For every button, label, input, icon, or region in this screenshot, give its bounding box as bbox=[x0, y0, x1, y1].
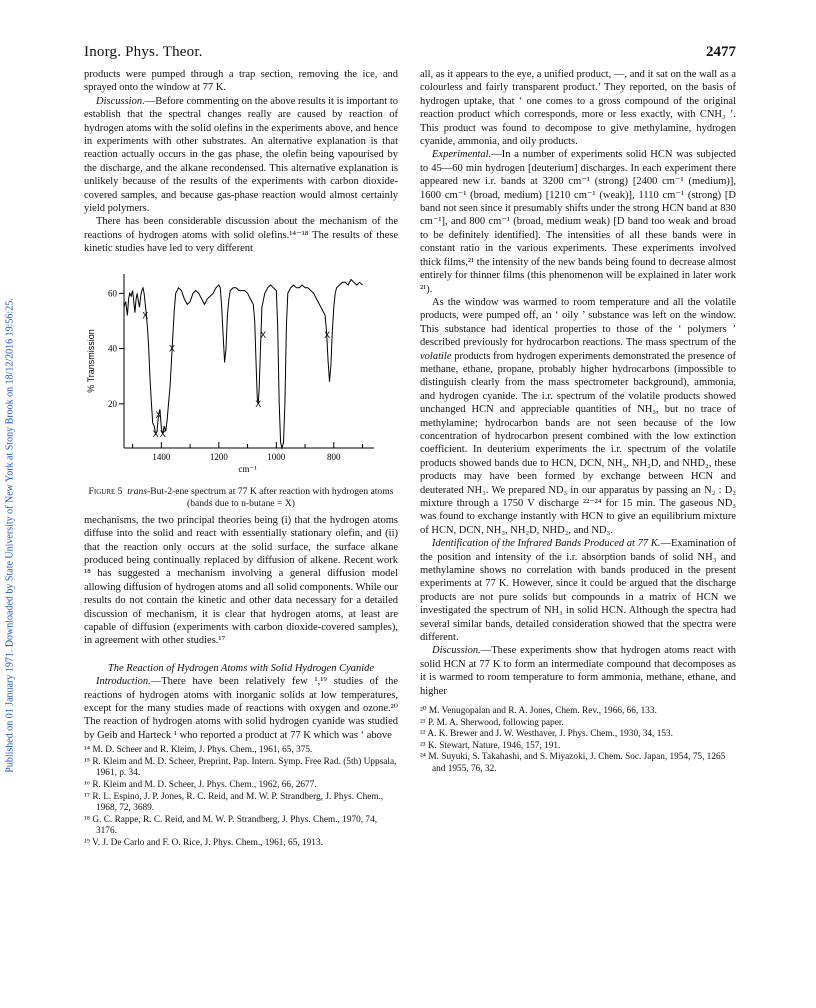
paragraph: Introduction.—There have been relatively few ¹,¹⁹ studies of the reactions of hydrogen atoms with inorganic solids at low temperatures, except for the many studies made of reactions with oxygen and ozone.²⁰ The reaction of hydrogen atoms with solid hydrogen cyanide was studied by Geib and Harteck ¹ who reported a product at 77 K which was ‘ above bbox=[84, 676, 398, 741]
paragraph: There has been considerable discussion about the mechanism of the reactions of hydrogen atoms with solid olefins.¹⁴⁻¹⁸ The results of these kinetic studies have led to very different bbox=[84, 216, 398, 255]
figure-caption bbox=[84, 486, 398, 510]
n-butane-band-marker: X bbox=[155, 409, 162, 420]
x-tick-label: 800 bbox=[327, 451, 341, 462]
y-axis-label: % Transmission bbox=[86, 328, 96, 393]
download-notice-sidebar bbox=[3, 170, 17, 890]
run-in-heading: Identification of the Infrared Bands Produced at 77 K. bbox=[432, 538, 661, 550]
run-in-heading: Introduction. bbox=[96, 676, 151, 688]
footnote: ²⁰ M. Venugopalan and R. A. Jones, Chem. Rev., 1966, 66, 133. bbox=[420, 706, 657, 717]
n-butane-band-marker: X bbox=[324, 329, 331, 340]
download-notice-link[interactable]: Published on 01 January 1971. Downloaded by State University of New York at Stony Brook on 18/12/2016 19:56:25. bbox=[4, 298, 16, 773]
run-in-heading: Discussion. bbox=[96, 95, 145, 107]
caption-italic: trans bbox=[127, 485, 147, 497]
left-column bbox=[84, 68, 398, 850]
ir-spectrum-chart bbox=[84, 264, 398, 486]
y-tick-label: 40 bbox=[108, 343, 117, 354]
footnotes-left bbox=[84, 745, 398, 849]
paragraph: Discussion.—These experiments show that hydrogen atoms react with solid HCN at 77 K to form an intermediate compound that decomposes as it is warmed to room temperature to form ammonia, methane, ethane, and higher bbox=[420, 645, 736, 697]
footnote: ¹⁴ M. D. Scheer and R. Kleim, J. Phys. Chem., 1961, 65, 375. bbox=[84, 745, 313, 756]
journal-title: Inorg. Phys. Theor. bbox=[84, 44, 203, 60]
n-butane-band-marker: X bbox=[142, 310, 149, 321]
run-in-heading: Experimental. bbox=[432, 149, 492, 161]
footnote: ²³ K. Stewart, Nature, 1946, 157, 191. bbox=[420, 740, 561, 751]
paragraph: As the window was warmed to room temperature and all the volatile products, were pumped off, an ‘ oily ’ substance was left on the window. This substance had identical properties to those of the ‘ polymers ’ described previously for hydrocarbon reactions. The mass spectrum of the volatile products from hydrogen experiments demonstrated the presence of methane, ethane, propane, probably higher hydrocarbons (impossible to distinguish clearly from the mass spectrometer background), ammonia, and hydrogen cyanide. The i.r. spectrum of the volatile products showed unchanged HCN and appreciable quantities of NH₃, but no trace of methylamine; hydrocarbon bands are not seen because of the low concentration of hydrocarbon present combined with the low extinction coefficient. In deuterium experiments the i.r. spectrum of the volatile products showed bands due to HCN, DCN, NH₃, NH₂D, and NHD₂, these products may have been formed by exchange between HCN and deuterated NH₃. We prepared ND₃ in our apparatus by passing an N₂ : D₂ mixture through a 1750 V discharge ²²⁻²⁴ for 15 min. The gaseous ND₃ was found to exchange instantly with HCN to give an equilibrium mixture of HCN, DCN, NH₃, NH₂D, NHD₂, and ND₃. bbox=[420, 296, 736, 536]
chart-ticks bbox=[86, 288, 363, 474]
n-butane-band-marker: X bbox=[260, 329, 267, 340]
footnotes-right bbox=[420, 706, 736, 776]
page-header bbox=[84, 44, 736, 64]
footnote: ²² A. K. Brewer and J. W. Westhaver, J. Phys. Chem., 1930, 34, 153. bbox=[420, 729, 673, 740]
x-tick-label: 1000 bbox=[267, 451, 286, 462]
n-butane-band-marker: X bbox=[159, 428, 166, 439]
page-number: 2477 bbox=[706, 44, 736, 60]
right-column bbox=[420, 68, 736, 776]
chart-axes bbox=[124, 274, 374, 448]
footnote: ¹⁸ G. C. Rappe, R. C. Reid, and M. W. P. Strandberg, J. Phys. Chem., 1970, 74, 3176. bbox=[84, 814, 378, 837]
y-tick-label: 20 bbox=[108, 398, 117, 409]
footnote: ²⁴ M. Suyuki, S. Takahashi, and S. Miyazoki, J. Chem. Soc. Japan, 1954, 75, 1265 and 1955, 76, 32. bbox=[420, 752, 726, 775]
paragraph: products were pumped through a trap section, removing the ice, and sprayed onto the window at 77 K. bbox=[84, 69, 398, 94]
x-tick-label: 1400 bbox=[152, 451, 171, 462]
spectrum-line bbox=[124, 279, 363, 448]
footnote: ¹⁵ R. Kleim and M. D. Scheer, Preprint. Pap. Intern. Symp. Free Rad. (5th) Uppsala, 1961, p. 34. bbox=[84, 756, 397, 779]
x-tick-label: 1200 bbox=[209, 451, 228, 462]
footnote: ¹⁷ R. L. Espino, J. P. Jones, R. C. Reid, and M. W. P. Strandberg, J. Phys. Chem., 1968, 72, 3689. bbox=[84, 791, 384, 814]
caption-text: -But-2-ene spectrum at 77 K after reaction with hydrogen atoms (bands due to n-butane = X) bbox=[147, 485, 394, 509]
n-butane-band-marker: X bbox=[255, 398, 262, 409]
paragraph: Identification of the Infrared Bands Produced at 77 K.—Examination of the position and intensity of the i.r. absorption bands of solid NH₃ and methylamine shows no correlation with bands produced in the present experiments at 77 K. However, since it could be argued that the discharge products are not pure solids but compounds in a matrix of HCN we investigated the spectrum of NH₃ in solid HCN. Although the spectra had several similar bands, detailed consideration showed that the spectra were different. bbox=[420, 538, 736, 644]
footnote: ¹⁹ V. J. De Carlo and F. O. Rice, J. Phys. Chem., 1961, 65, 1913. bbox=[84, 837, 323, 848]
x-axis-label: cm⁻¹ bbox=[238, 463, 257, 474]
paragraph: all, as it appears to the eye, a unified product, —, and it sat on the wall as a colourless and fairly transparent product.’ They reported, on the basis of hydrogen uptake, that ‘ one comes to a gross compound of the original reaction product which corresponds, more or less exactly, with CNH₃ ’. This product was found to decompose to give methylamine, hydrogen cyanide, ammonia, and oily products. bbox=[420, 69, 736, 148]
paragraph: Discussion.—Before commenting on the above results it is important to establish that the spectral changes really are caused by reaction of hydrogen atoms with the solid olefins in the experiments above, and hence in experiments with other substrates. An alternative explanation is that reaction actually occurs in the gas phase, the olefin being vapourised by the discharge, and the alkane recondensed. This alternative explanation is unlikely because of the results of the experiments with carbon dioxide-covered samples, and because gas-phase reaction would almost certainly yield polymers. bbox=[84, 95, 398, 215]
caption-label: Figure 5 bbox=[88, 485, 123, 497]
paragraph: mechanisms, the two principal theories being (i) that the hydrogen atoms diffuse into the solid and react with essentially stationary olefin, and (ii) that the reaction only occurs at the solid surface, the surface alkane produced being continually replaced by diffusion of alkene. Recent work ¹⁸ has suggested a mechanism involving a general diffusion model allowing diffusion of hydrogen atoms and all solid components. While our results do not contain the kinetic and other data necessary for a detailed discussion of mechanism, it is clear that hydrogen atoms, at least are capable of diffusion (experiments with carbon dioxide-covered samples), in agreement with other studies.¹⁷ bbox=[84, 514, 398, 647]
footnote: ²¹ P. M. A. Sherwood, following paper. bbox=[420, 717, 564, 728]
y-tick-label: 60 bbox=[108, 288, 117, 299]
footnote: ¹⁶ R. Kleim and M. D. Scheer, J. Phys. Chem., 1962, 66, 2677. bbox=[84, 779, 317, 790]
n-butane-band-marker: X bbox=[152, 428, 159, 439]
n-butane-band-marker: X bbox=[168, 343, 175, 354]
figure-5 bbox=[84, 264, 398, 510]
section-heading: The Reaction of Hydrogen Atoms with Solid Hydrogen Cyanide bbox=[107, 662, 375, 674]
run-in-heading: Discussion. bbox=[432, 645, 481, 657]
paragraph: Experimental.—In a number of experiments solid HCN was subjected to 45—60 min hydrogen [deuterium] discharges. In each experiment there appeared new i.r. bands at 3200 cm⁻¹ (strong) [2400 cm⁻¹ (medium)], 1600 cm⁻¹ (broad, medium) [1210 cm⁻¹ (weak)], 1110 cm⁻¹ (strong) [D band not seen since it presumably shifts under the strong HCN band at 830 cm⁻¹], and 800 cm⁻¹ (broad, medium weak) [D band too weak and broad to be definitely identified]. The intensities of all these bands were in constant ratio in the various experiments. These experiments involved thick films,²¹ the intensity of the new bands being found to decrease almost entirely for thinner films (this phenomenon will be explained in later work ²¹). bbox=[420, 149, 736, 295]
chart-plot-area bbox=[124, 279, 363, 448]
